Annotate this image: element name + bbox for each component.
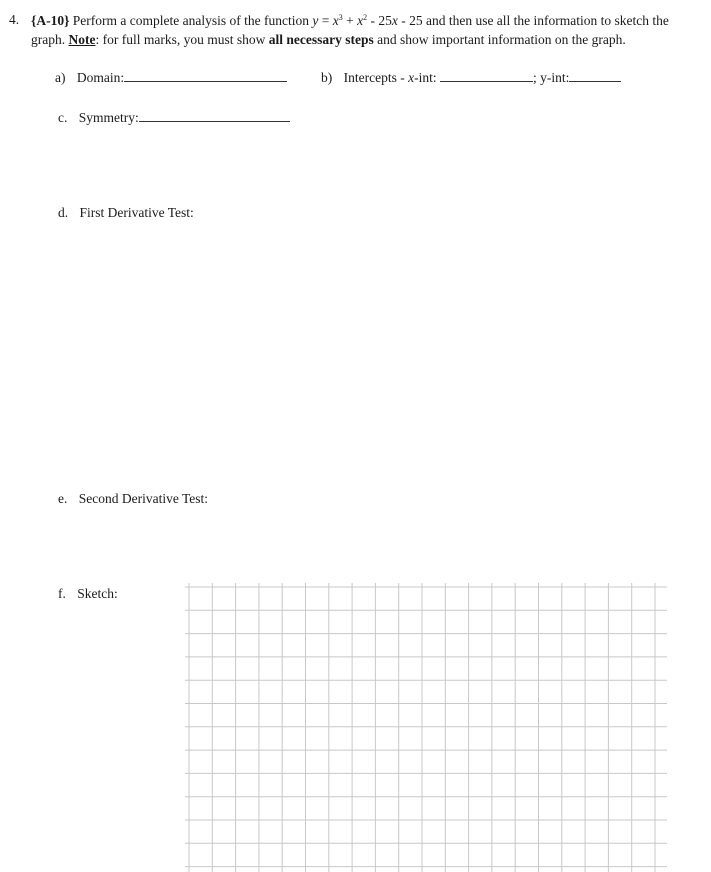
part-e — [58, 491, 208, 507]
x-int-answer-blank[interactable] — [440, 70, 533, 82]
symmetry-answer-blank[interactable] — [139, 110, 290, 122]
emphasis-steps: all necessary steps — [268, 32, 374, 47]
part-f-text: Sketch: — [77, 586, 118, 601]
part-d — [58, 205, 194, 221]
part-d-text: First Derivative Test: — [79, 205, 194, 220]
part-e-label: e. — [58, 491, 68, 506]
part-a-text: Domain: — [76, 70, 125, 85]
question-line-1: {A-10} Perform a complete analysis of the function $y = x^3 + x^2 - 25x - 25$ and then use all the information to sketch the — [31, 13, 669, 28]
note-label: Note — [68, 32, 96, 47]
question-code: {A-10} — [31, 13, 70, 28]
part-c-label: c. — [58, 110, 68, 125]
question-line-2: graph. Note: for full marks, you must show all necessary steps and show important information on the graph. — [31, 32, 626, 47]
part-b-label: b) — [321, 70, 333, 85]
part-a-label: a) — [55, 70, 66, 85]
part-c-text: Symmetry: — [78, 110, 139, 125]
question-number: 4. — [9, 12, 20, 27]
part-f-label: f. — [58, 586, 66, 601]
part-f — [58, 586, 118, 602]
domain-answer-blank[interactable] — [124, 70, 287, 82]
part-d-label: d. — [58, 205, 69, 220]
part-b: b) Intercepts - x-int: ; y-int: — [321, 70, 621, 86]
y-int-answer-blank[interactable] — [569, 70, 621, 82]
part-b-text: Intercepts - — [343, 70, 409, 85]
function-y: y — [312, 13, 319, 28]
part-e-text: Second Derivative Test: — [78, 491, 209, 506]
sketch-grid[interactable] — [185, 583, 667, 872]
part-c — [58, 110, 290, 126]
part-a — [55, 70, 287, 86]
